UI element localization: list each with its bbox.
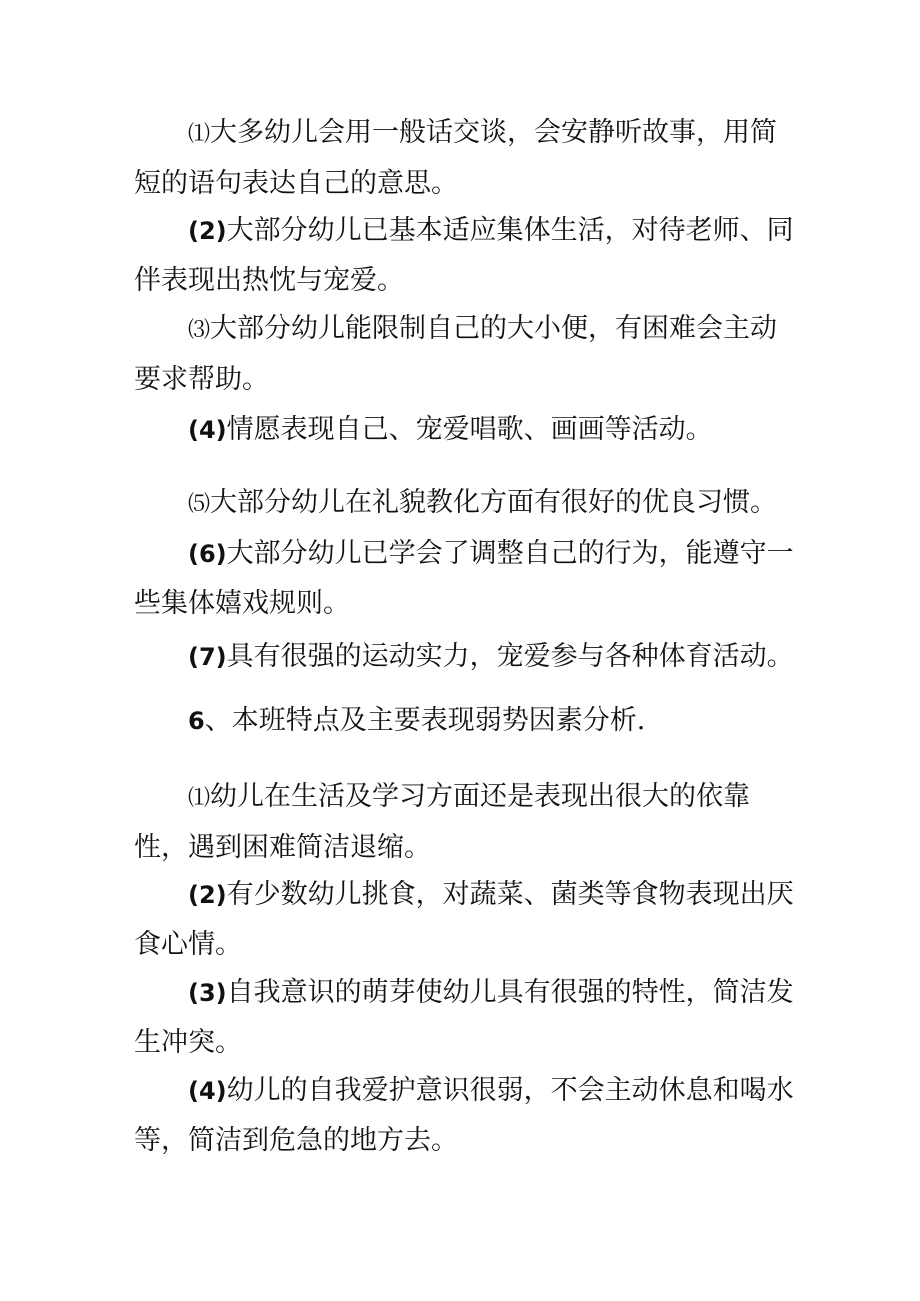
paragraph-3 [134,304,794,404]
paragraph-4 [134,405,794,455]
item-number: (2) [188,881,227,909]
item-text: 大部分幼儿已基本适应集体生活，对待老师、同伴表现出热忱与宠爱。 [134,215,794,296]
item-text: 大多幼儿会用一般话交谈，会安静听故事，用简短的语句表达自己的意思。 [134,117,778,199]
item-number: (4) [188,1077,227,1105]
item-number: (4) [188,416,227,444]
section-number: 6 [188,707,205,735]
section-title: 、本班特点及主要表现弱势因素分析. [204,705,646,736]
item-number: (2) [188,217,227,245]
item-number: (6) [188,540,227,568]
item-number: (3) [188,979,227,1007]
paragraph-9 [134,870,794,969]
item-text: 具有很强的运动实力，宠爱参与各种体育活动。 [226,641,794,672]
item-text: 有少数幼儿挑食，对蔬菜、菌类等食物表现出厌食心情。 [134,879,794,960]
paragraph-7 [134,632,794,682]
item-text: 自我意识的萌芽使幼儿具有很强的特性，简洁发生冲突。 [134,977,794,1058]
item-text: 大部分幼儿在礼貌教化方面有很好的优良习惯。 [210,487,778,518]
item-text: 幼儿在生活及学习方面还是表现出很大的依靠 [210,781,751,812]
paragraph-5 [134,478,794,529]
paragraph-11 [134,1066,794,1165]
item-text: 大部分幼儿能限制自己的大小便，有困难会主动要求帮助。 [134,313,778,395]
item-text-continued: 性，遇到困难简洁退缩。 [134,832,431,863]
section-heading [134,696,794,746]
paragraph-2 [134,206,794,305]
item-text: 情愿表现自己、宠爱唱歌、画画等活动。 [226,414,713,445]
paragraph-6 [134,529,794,628]
paragraph-10 [134,968,794,1067]
item-number: ⑴ [188,122,211,147]
item-number: ⑶ [188,318,211,343]
item-number: ⑸ [188,492,211,517]
item-text: 幼儿的自我爱护意识很弱，不会主动休息和喝水等，简洁到危急的地方去。 [134,1075,794,1156]
paragraph-8 [134,772,794,872]
item-number: ⑴ [188,786,211,811]
item-text: 大部分幼儿已学会了调整自己的行为，能遵守一些集体嬉戏规则。 [134,538,794,619]
item-number: (7) [188,643,227,671]
paragraph-1 [134,108,794,208]
